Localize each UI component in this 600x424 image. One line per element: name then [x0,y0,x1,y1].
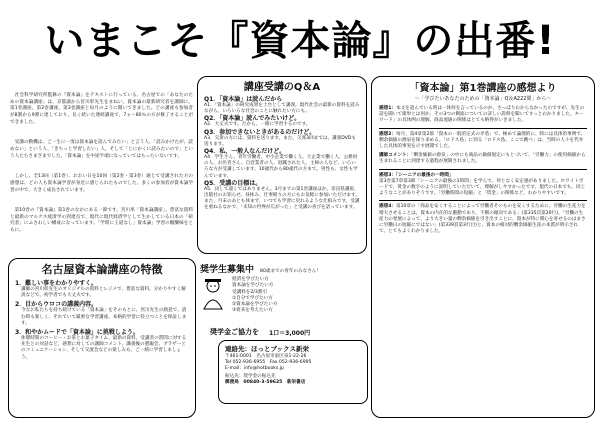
qa-question: Q4．私、一般人なんだけど。 [204,148,286,156]
qa-question: Q3．参加できないときがあるのだけど。 [204,128,316,136]
intro-paragraph: 社会科学研究所監修の『資本論』をテキストに行っている、名古屋での「あなたのための資本論講座」は、京都譲から宮川彰先生をまねい、資本論の最新研究者を講師に、第1巻講座、第2巻講座、第3巻講座と毎月のように開いてきました。どの講座も参加者が8割から9割に達しており、長く続いた連続講座で、7ヵ〜80％の方が修了することができました。 [10,93,193,125]
qa-item [204,129,360,148]
feedback-text: 本文を読んでいる時は一体何を言っているのか、さっぱりわからなかったのですが、先生の話を聞いて簡単とは何か、その3つの側面についての詳しい説明を聞いてすっとわかりました。キーワード」の具体例の理解、商品流通の関係はとても納得がいきました。 [379,106,585,124]
contact-box [218,340,368,404]
intro-paragraph: 受講の動機は、ご一生に一度は資本論を読んでみたい」と言う人、「読みかけたが、読めない」という人、「きちっと学習したい」人、そして「とにかくに読みたいので」という人たちさまざまでした。「資本論」を中途半端になっていてはもったいないです。 [10,140,193,159]
transfer-account: 郵便局 00840-3-59625 新栄書店 [225,379,306,385]
contact-line: 〒461-0001 名古屋市東区泉1-22-26 [225,354,307,359]
feedback-text: 毎月、第4章第2節「資本の一般的定式の矛盾」で、極めて論理的に、時には具体的事例で、剰余価値の源泉を探り求める。「ロドス島」に到る「ロドス島、ここで跳べ」は、当時の人々を代弁した具体的事実を示す展開でした。 [379,131,586,150]
feature-title: 2．目からウロコの講義内容。 [15,301,98,309]
fund-label: 奨学金ご協力を [210,328,259,336]
qa-question: Q5．受講の目標は。 [204,179,262,187]
qa-answer: A3．欠席の方には、資料を送ります。また、欠席3回までは、講義DVDも送ります。 [204,135,356,147]
feedback-label: 感想4： [379,204,396,210]
transfer-label: 振込先：奨学金の振込先 [225,373,276,379]
feedback-item [379,204,587,235]
qa-item [204,96,360,115]
page-title: いまこそ『資本論』の出番! [44,17,556,64]
scholarship-fund [210,326,370,338]
qa-heading: 講座受講のQ＆A [243,82,321,93]
intro-paragraph: しかし、全13回（第1巻）、おおい日を10回（第2巻・第3巻）通じて受講された方の感想は、どの人も資本論学習が身近に感じられたものでした。多くの参加者が資本論学習の中で、大きく成長されています。 [10,174,193,193]
features-heading: 名古屋資本論講座の特徴 [41,263,163,276]
qa-question: Q2．「資本論」読んでみたいけど。 [204,115,301,123]
scholarship-line: ①自分で学びたい方 [232,295,273,301]
feature-title: 3．和やかムードで「資本論」に挑戦しよう。 [15,329,139,337]
scholarship-line: ③将来を考えたい方 [232,308,273,314]
feedback-label: 感想2： [379,131,396,137]
feature-item [15,301,189,327]
feedback-label: 感想1： [379,106,396,111]
qa-item [204,148,360,180]
scholarship-heading: 奨学生募集中 [200,265,255,275]
feedback-text: 第10章の「商品を安くすることによって労働者そのものを安くするために、労働の生産力を増大させることは、資本の内在的な衝動であり、不断の傾向である」(第335頁第20行)、「労働の生産力の発展によって、より大きい量の剰余価値を引き出すことに、資本が特に関心を寄せるのはまさに労働日の短縮にではない」(第339頁第3行目)と、資本の相対的剰余価値生産の本質が明示されて、とてもよくわかりました。 [379,204,586,235]
features-box [8,258,196,418]
qa-answer: A1．「資本論」の研究成果を土台として講義。現代社会の最新の資料を読みながら、いろいろな社会のことに触れたい方にも。 [204,103,360,115]
feature-text: 今なお私たちを持ち続けている「資本論」をそのもとに、宮川先生の熱意で、読む時も楽しく、それでいて厳密な学習講座。本格的学習に役立つことを保証します。 [21,308,187,326]
feature-text: 講師の宮川彰先生のオリジナルの資料とレジメで、豊富な資料。分かりやすく解説などで、初学者でも大丈夫です。 [21,287,186,299]
scholarship-line: 経済を学びたい方 [232,277,269,283]
qa-box [197,76,367,254]
feedback-item [379,179,587,198]
qa-answer: A2．大丈夫です。だから、一緒に学習するのです。 [204,122,311,128]
feedback-label: 感想3： [379,172,396,178]
qa-answer: A5．決して遠くではありません。3月までの第1巻講座ほか、奈良県講座、出版社のお知らせ。昼休み、仕事帰りの方にもお気軽に参加いただけます。また、月末のあとも休まず、いつでも学習に戻れるような仕組みです。受講を重ねるなかで、「未知の世界が広がった」と受講の喜びを語っています。 [204,186,360,211]
feedback-text: 「剰余価値の源泉」の中にも商品の価値規定にもとづいて、「労働力」の使用価値から生まれることに到達する過程が展開されました。 [379,153,586,165]
feedback-box [371,76,595,418]
fund-amount: 1口＝3,000円 [269,329,311,337]
feature-title: 1．難しい事をわかりやすく。 [15,280,98,287]
qa-item [204,115,360,128]
scholarship-lead: 80歳までの青年のみなさん！ [260,269,321,274]
scholarship-line: 資本論を学びたい方 [232,283,274,289]
feedback-label: 講師コメント： [379,153,412,159]
feedback-text: 第3巻第7章第3節「シーニアの最後の1時間」を学んで、何となく安定感がありました。ホワイトボードで、黄金の数字のように説明していただいて、理解がしやすかったです。現代の日本でも、同じようなことがありそうです。「労働時間の短縮」と「賃金」の関係など、わかりやすいです。 [379,178,586,197]
intro-paragraph: 第10巻の『資本論』第1巻のなかにある一節です。宮川率「資本論講座」。豊富な資料と最新のマルクス経済学の到達点で、現代に現代経済学として生かしている日本の「研究者」にふさわしい構成になっています。「学問に王道なし」資本論」学習の醍醐味をともに。 [10,208,193,234]
scholarship-section [200,262,370,334]
qa-answer: A4．学生さん、青年労働者、中小企業で働く人、大企業で働く人、公務員の人、お医者さん、自営業者の人、退職された人、主婦の人など、いろいろな方が受講しています。10歳代から80歳代の方まで。男性も、女性も学んでいます。 [204,155,358,179]
feedback-item [379,132,587,151]
scholarship-line: ②資本論を学びたい方 [232,302,278,308]
contact-heading: 連絡先：ほっとブックス新栄 [225,345,309,353]
feedback-heading: 「資本論」第1巻講座の感想より [409,83,557,94]
feature-item [15,280,189,299]
qa-question: Q1．「資本論」は読んだから [204,96,283,103]
feature-text: 休憩時間のコーヒー・お茶とお菓子タイム、最新の資料、受講者の質問に対する先生との対話など、感想に対しての講師コメント、講義後の懇親会、ブラザーとのコミュニケーション、そして交流会などの楽しみも。ご一緒に学習しましょう。 [21,336,187,360]
feedback-item [379,153,587,165]
feedback-subheading: 〜「学びたいあなたのための「資本論」Q＆A222問」から〜 [414,96,552,102]
student-illustration [200,277,226,311]
contact-line: E-mail：info@hotbooks.jp [225,366,284,372]
qa-item [204,180,360,212]
intro-section [10,80,193,254]
feature-item [15,329,189,361]
contact-line: Tel 052-936-6955 Fax 052-936-6995 [225,360,312,366]
feedback-item [379,106,587,125]
feedback-text: 「シーニアの最後の一時間」 [395,172,454,178]
scholarship-line: 受講料を2/3割引 [232,289,267,295]
